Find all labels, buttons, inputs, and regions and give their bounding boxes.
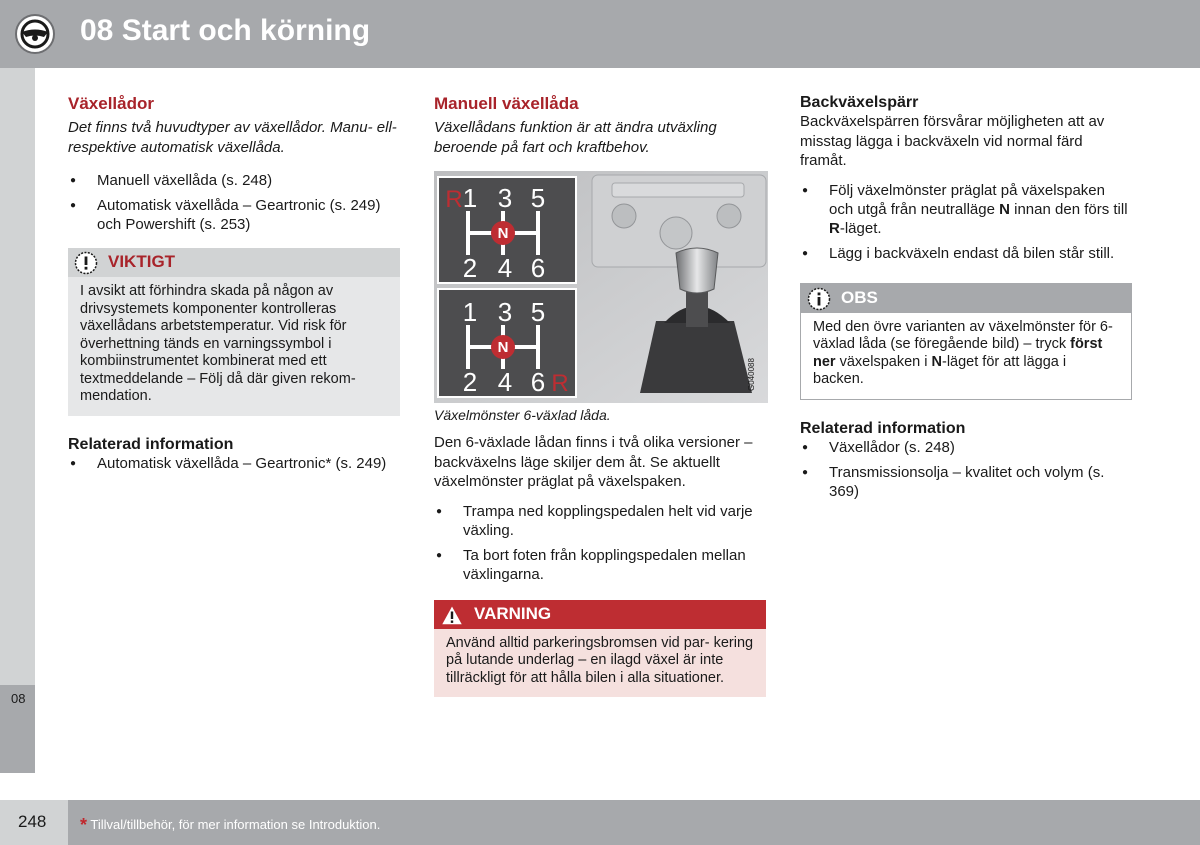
column-manual-transmission	[434, 94, 766, 717]
warning-text: Använd alltid parkeringsbromsen vid par- kering på lutande underlag – en ilagd växel är inte tillräckligt för att hålla bilen i alla situationer.	[434, 629, 766, 698]
instruction-list	[434, 502, 766, 584]
page-number: 248	[18, 812, 47, 831]
note-box	[800, 283, 1132, 400]
steering-wheel-icon	[14, 13, 56, 55]
gear-label: 5	[530, 183, 546, 213]
related-link[interactable]: ● Växellådor (s. 248)	[800, 438, 1132, 457]
note-text: Med den övre varianten av växelmönster för 6-växlad låda (se föregående bild) – tryck först ner växelspaken i N-läget för att lägga i backen.	[801, 313, 1131, 399]
reverse-gear-label: R	[551, 370, 569, 397]
list-item: ● Ta bort foten från kopplingspedalen mellan växlingarna.	[434, 546, 766, 584]
warning-triangle-icon	[440, 603, 464, 627]
section-heading: Backväxelspärr	[800, 94, 919, 111]
gear-label: 1	[462, 183, 478, 213]
footnote-star: *	[80, 815, 88, 835]
section-intro: Växellådans funktion är att ändra utväxling beroende på fart och kraftbehov.	[434, 119, 717, 156]
gear-pattern-figure	[434, 171, 768, 403]
gear-label: 4	[497, 253, 513, 283]
related-link[interactable]: ● Transmissionsolja – kvalitet och volym (s. 369)	[800, 463, 1132, 501]
gear-shift-illustration	[434, 171, 768, 403]
related-heading: Relaterad information	[800, 419, 966, 437]
body-paragraph: Backväxelspärren försvårar möjligheten att av misstag lägga i backväxeln vid normal färd framåt.	[800, 113, 1105, 169]
neutral-label: N	[497, 339, 509, 356]
figure-code: G040088	[747, 358, 756, 391]
side-tab-label: 08	[11, 691, 26, 706]
neutral-label: N	[497, 225, 509, 242]
list-item: ● Följ växelmönster präglat på växelspaken och utgå från neutralläge N innan den förs till R-läget.	[800, 181, 1132, 238]
gear-label: 2	[462, 367, 478, 397]
related-list	[68, 454, 400, 473]
section-intro: Det finns två huvudtyper av växellådor. Manu- ell- respektive automatisk växellåda.	[68, 119, 397, 156]
important-text: I avsikt att förhindra skada på någon av drivsystemets komponenter kontrolleras växellådans arbetstemperatur. Vid risk för överhettning tänds en varningssymbol i kombiinstrumentet kombinerat med ett textmeddelande – Följ då där given rekom- mendation.	[68, 277, 400, 416]
gear-label: 2	[462, 253, 478, 283]
gear-label: 1	[462, 297, 478, 327]
related-link[interactable]: ● Automatisk växellåda – Geartronic* (s. 249)	[68, 454, 400, 473]
warning-box-header	[434, 600, 766, 629]
info-icon	[807, 287, 831, 311]
reverse-gear-label: R	[445, 186, 463, 213]
gear-label: 4	[497, 367, 513, 397]
gear-label: 6	[530, 253, 546, 283]
list-item: ● Trampa ned kopplingspedalen helt vid varje växling.	[434, 502, 766, 540]
section-heading: Manuell växellåda	[434, 94, 579, 113]
instruction-list	[800, 181, 1132, 263]
list-item: ● Manuell växellåda (s. 248)	[68, 171, 400, 190]
chapter-title: 08 Start och körning	[80, 14, 371, 47]
warning-label: VARNING	[474, 603, 552, 623]
column-reverse-lock	[800, 94, 1132, 511]
important-box	[68, 248, 400, 416]
important-box-header	[68, 248, 400, 277]
exclamation-icon	[74, 251, 98, 275]
figure-caption: Växelmönster 6-växlad låda.	[434, 407, 611, 423]
note-box-header	[801, 284, 1131, 313]
column-transmissions	[68, 94, 400, 483]
gear-label: 6	[530, 367, 546, 397]
warning-box	[434, 600, 766, 698]
footnote	[80, 815, 380, 836]
body-paragraph: Den 6-växlade lådan finns i två olika versioner – backväxelns läge skiljer dem åt. Se aktuellt växelmönster präglat på växelspaken.	[434, 434, 753, 490]
gear-label: 5	[530, 297, 546, 327]
related-heading: Relaterad information	[68, 435, 234, 453]
transmission-list	[68, 171, 400, 234]
important-label: VIKTIGT	[108, 252, 176, 271]
list-item: ● Lägg i backväxeln endast då bilen står still.	[800, 244, 1132, 263]
related-list	[800, 438, 1132, 501]
gear-label: 3	[497, 297, 513, 327]
side-tab	[0, 68, 35, 773]
section-heading: Växellådor	[68, 94, 154, 113]
footnote-text: Tillval/tillbehör, för mer information se Introduktion.	[90, 817, 381, 832]
list-item: ● Automatisk växellåda – Geartronic (s. 249) och Powershift (s. 253)	[68, 196, 400, 234]
note-label: OBS	[841, 287, 878, 307]
gear-label: 3	[497, 183, 513, 213]
